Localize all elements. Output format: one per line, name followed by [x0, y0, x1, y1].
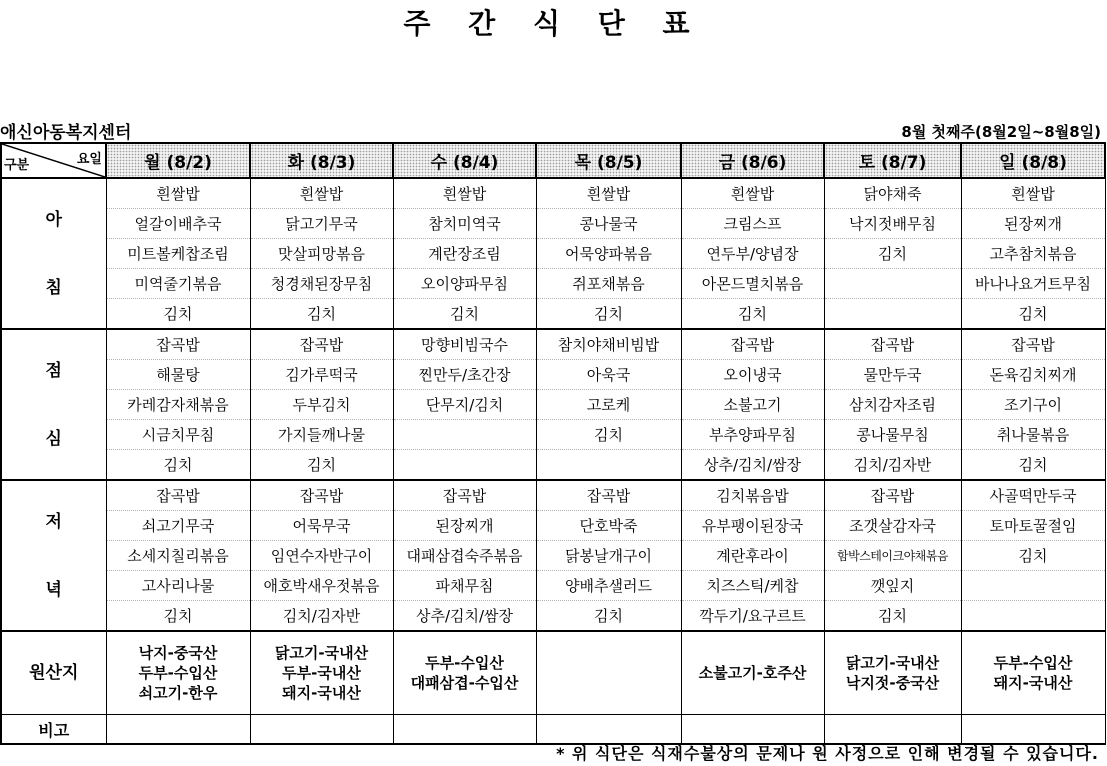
origin-line: 쇠고기-한우 [138, 684, 218, 702]
menu-item: 토마토꿀절임 [961, 511, 1105, 541]
menu-item: 청경채된장무침 [250, 269, 393, 299]
menu-item: 시금치무침 [106, 420, 250, 450]
menu-item: 어묵무국 [250, 511, 393, 541]
menu-item: 잡곡밥 [250, 329, 393, 360]
dinner-row [1, 541, 1105, 571]
meal-label-char: 저 [45, 511, 62, 532]
lunch-row [1, 450, 1105, 481]
menu-item: 아몬드멸치볶음 [681, 269, 824, 299]
note-cell [961, 715, 1105, 745]
note-cell [681, 715, 824, 745]
header-row [1, 143, 1105, 178]
menu-item: 잡곡밥 [961, 329, 1105, 360]
note-cell [824, 715, 961, 745]
menu-item: 참치미역국 [393, 209, 536, 239]
menu-item: 흰쌀밥 [106, 178, 250, 209]
menu-item: 김치볶음밥 [681, 480, 824, 511]
menu-item: 김치 [536, 299, 681, 330]
menu-item: 잡곡밥 [250, 480, 393, 511]
menu-item [961, 601, 1105, 632]
origin-line: 닭고기-국내산 [845, 654, 940, 672]
menu-item: 김치 [961, 541, 1105, 571]
menu-item: 김치 [250, 299, 393, 330]
menu-item: 아욱국 [536, 360, 681, 390]
origin-line: 대패삼겹-수입산 [410, 674, 519, 692]
origin-label: 원산지 [1, 631, 106, 715]
menu-item: 소불고기 [681, 390, 824, 420]
breakfast-label [1, 178, 106, 329]
menu-item: 잡곡밥 [824, 480, 961, 511]
menu-item [536, 450, 681, 481]
day-header: 수 (8/4) [393, 143, 536, 178]
menu-item [961, 571, 1105, 601]
origin-line: 닭고기-국내산 [274, 644, 369, 662]
lunch-label [1, 329, 106, 480]
menu-item: 사골떡만두국 [961, 480, 1105, 511]
dinner-row [1, 480, 1105, 511]
origin-cell [824, 631, 961, 715]
menu-item: 소세지칠리볶음 [106, 541, 250, 571]
menu-item: 김치 [106, 601, 250, 632]
breakfast-row [1, 299, 1105, 330]
menu-item: 김치 [681, 299, 824, 330]
menu-item: 된장찌개 [961, 209, 1105, 239]
day-header: 금 (8/6) [681, 143, 824, 178]
menu-item: 깻잎지 [824, 571, 961, 601]
page-title: 주 간 식 단 표 [403, 7, 704, 40]
menu-item: 바나나요거트무침 [961, 269, 1105, 299]
origin-line: 돼지-국내산 [282, 684, 361, 702]
menu-item: 함박스테이크야채볶음 [824, 541, 961, 571]
meal-label-char: 침 [45, 277, 62, 298]
note-cell [106, 715, 250, 745]
menu-item: 고추참치볶음 [961, 239, 1105, 269]
corner-label-category: 구분 [4, 158, 30, 173]
menu-item: 취나물볶음 [961, 420, 1105, 450]
menu-item: 돈육김치찌개 [961, 360, 1105, 390]
origin-cell [106, 631, 250, 715]
meal-label-char: 심 [45, 428, 62, 449]
day-header: 목 (8/5) [536, 143, 681, 178]
menu-item: 애호박새우젓볶음 [250, 571, 393, 601]
origin-line: 두부-수입산 [138, 664, 218, 682]
breakfast-row [1, 239, 1105, 269]
menu-item: 잡곡밥 [824, 329, 961, 360]
corner-label-day: 요일 [76, 152, 102, 167]
menu-item: 해물탕 [106, 360, 250, 390]
day-header: 토 (8/7) [824, 143, 961, 178]
menu-item: 삼치감자조림 [824, 390, 961, 420]
week-label: 8월 첫째주(8월2일~8월8일) [901, 123, 1101, 141]
menu-item: 임연수자반구이 [250, 541, 393, 571]
origin-line: 두부-수입산 [425, 654, 504, 672]
menu-item [393, 420, 536, 450]
origin-row [1, 631, 1105, 715]
menu-item: 흰쌀밥 [250, 178, 393, 209]
day-header: 화 (8/3) [250, 143, 393, 178]
menu-item: 가지들깨나물 [250, 420, 393, 450]
breakfast-row [1, 209, 1105, 239]
origin-line: 낙지젓-중국산 [845, 674, 940, 692]
menu-item: 김치 [824, 239, 961, 269]
menu-item: 고로케 [536, 390, 681, 420]
menu-item: 잡곡밥 [393, 480, 536, 511]
dinner-row [1, 511, 1105, 541]
menu-item: 계란후라이 [681, 541, 824, 571]
menu-item: 콩나물무침 [824, 420, 961, 450]
breakfast-row [1, 269, 1105, 299]
origin-line: 돼지-국내산 [993, 674, 1073, 692]
menu-item: 김치 [824, 601, 961, 632]
origin-cell [250, 631, 393, 715]
dinner-row [1, 601, 1105, 632]
menu-item: 김치 [961, 299, 1105, 330]
menu-item: 닭봉날개구이 [536, 541, 681, 571]
menu-item: 흰쌀밥 [681, 178, 824, 209]
menu-item: 김치 [536, 601, 681, 632]
menu-item: 깍두기/요구르트 [681, 601, 824, 632]
menu-table [0, 142, 1106, 745]
menu-item: 오이냉국 [681, 360, 824, 390]
note-cell [250, 715, 393, 745]
menu-item: 닭고기무국 [250, 209, 393, 239]
menu-item: 오이양파무침 [393, 269, 536, 299]
lunch-row [1, 360, 1105, 390]
menu-item: 잡곡밥 [106, 480, 250, 511]
menu-item: 흰쌀밥 [393, 178, 536, 209]
menu-item: 찐만두/초간장 [393, 360, 536, 390]
menu-item: 얼갈이배추국 [106, 209, 250, 239]
menu-item: 계란장조림 [393, 239, 536, 269]
menu-item: 된장찌개 [393, 511, 536, 541]
origin-cell [536, 631, 681, 715]
menu-item: 망향비빔국수 [393, 329, 536, 360]
menu-item: 단호박죽 [536, 511, 681, 541]
menu-item: 크림스프 [681, 209, 824, 239]
note-cell [536, 715, 681, 745]
menu-item: 흰쌀밥 [536, 178, 681, 209]
menu-item: 잡곡밥 [106, 329, 250, 360]
menu-item: 대패삼겹숙주볶음 [393, 541, 536, 571]
menu-item: 콩나물국 [536, 209, 681, 239]
menu-item: 상추/김치/쌈장 [681, 450, 824, 481]
menu-item: 조갯살감자국 [824, 511, 961, 541]
origin-cell [961, 631, 1105, 715]
menu-item: 김치/김자반 [250, 601, 393, 632]
menu-item: 부추양파무침 [681, 420, 824, 450]
menu-item: 고사리나물 [106, 571, 250, 601]
menu-item: 양배추샐러드 [536, 571, 681, 601]
day-header: 일 (8/8) [961, 143, 1105, 178]
menu-item: 치즈스틱/케찹 [681, 571, 824, 601]
menu-item: 맛살피망볶음 [250, 239, 393, 269]
dinner-label [1, 480, 106, 631]
note-label: 비고 [1, 715, 106, 745]
menu-item [824, 299, 961, 330]
corner-cell [1, 143, 106, 178]
meal-label-char: 아 [45, 209, 62, 230]
menu-item [393, 450, 536, 481]
menu-item: 두부김치 [250, 390, 393, 420]
lunch-row [1, 390, 1105, 420]
menu-item: 미트볼케찹조림 [106, 239, 250, 269]
menu-item: 참치야채비빔밥 [536, 329, 681, 360]
menu-item: 잡곡밥 [536, 480, 681, 511]
menu-item: 김치 [106, 299, 250, 330]
origin-line: 낙지-중국산 [138, 644, 218, 662]
menu-item: 미역줄기볶음 [106, 269, 250, 299]
menu-item: 물만두국 [824, 360, 961, 390]
breakfast-row [1, 178, 1105, 209]
note-row [1, 715, 1105, 745]
menu-item: 어묵양파볶음 [536, 239, 681, 269]
origin-cell [393, 631, 536, 715]
menu-item: 쇠고기무국 [106, 511, 250, 541]
note-cell [393, 715, 536, 745]
footnote: * 위 식단은 식재수불상의 문제나 원 사정으로 인해 변경될 수 있습니다. [556, 744, 1099, 763]
menu-item: 조기구이 [961, 390, 1105, 420]
menu-item: 김치 [961, 450, 1105, 481]
menu-item: 쥐포채볶음 [536, 269, 681, 299]
menu-item: 김치 [536, 420, 681, 450]
menu-item: 김치 [393, 299, 536, 330]
day-header: 월 (8/2) [106, 143, 250, 178]
menu-item: 카레감자채볶음 [106, 390, 250, 420]
menu-item: 닭야채죽 [824, 178, 961, 209]
menu-item [824, 269, 961, 299]
menu-item: 김가루떡국 [250, 360, 393, 390]
menu-item: 낙지젓배무침 [824, 209, 961, 239]
meal-label-char: 녁 [45, 579, 62, 600]
menu-item: 단무지/김치 [393, 390, 536, 420]
center-name: 애신아동복지센터 [0, 123, 132, 143]
origin-cell [681, 631, 824, 715]
menu-item: 상추/김치/쌈장 [393, 601, 536, 632]
menu-item: 잡곡밥 [681, 329, 824, 360]
menu-item: 유부팽이된장국 [681, 511, 824, 541]
menu-item: 김치/김자반 [824, 450, 961, 481]
menu-item: 파채무침 [393, 571, 536, 601]
meal-label-char: 점 [45, 360, 62, 381]
origin-line: 소불고기-호주산 [698, 664, 807, 682]
menu-item: 김치 [106, 450, 250, 481]
menu-item: 김치 [250, 450, 393, 481]
lunch-row [1, 420, 1105, 450]
menu-item: 흰쌀밥 [961, 178, 1105, 209]
origin-line: 두부-국내산 [282, 664, 361, 682]
dinner-row [1, 571, 1105, 601]
origin-line: 두부-수입산 [993, 654, 1073, 672]
menu-item: 연두부/양념장 [681, 239, 824, 269]
lunch-row [1, 329, 1105, 360]
